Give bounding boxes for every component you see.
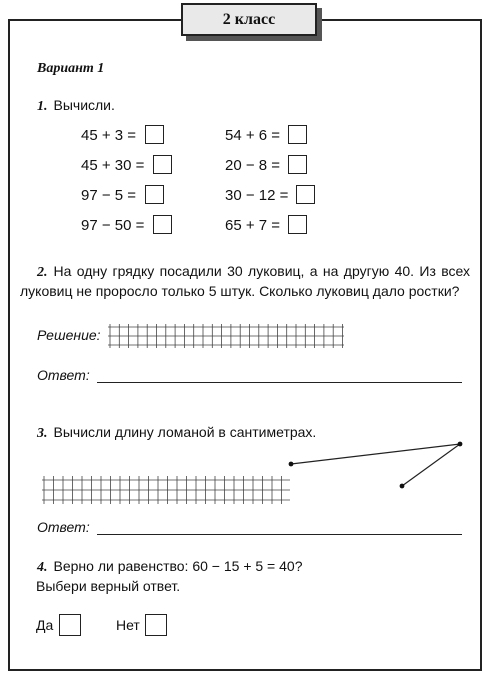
task1-answer-box-right-3[interactable] (296, 185, 315, 204)
task1-answer-box-left-2[interactable] (153, 155, 172, 174)
task3-answer-line[interactable] (97, 534, 462, 535)
task3-answer-label: Ответ: (37, 519, 90, 535)
task2-solution-label: Решение: (37, 327, 101, 343)
task4-no-label: Нет (116, 617, 140, 633)
task1-answer-box-left-3[interactable] (145, 185, 164, 204)
polyline-figure (290, 440, 465, 486)
task2-answer-line[interactable] (97, 382, 462, 383)
task2-solution-grid[interactable] (108, 324, 344, 348)
task1-heading (37, 97, 115, 115)
task1-answer-box-left-4[interactable] (153, 215, 172, 234)
task1-expr-left-3: 97 − 5 = (81, 187, 137, 204)
task1-expr-right-1: 54 + 6 = (225, 127, 281, 144)
polyline-vertex-start (289, 462, 294, 467)
task2-answer-label: Ответ: (37, 367, 90, 383)
task3-heading (37, 424, 316, 442)
task1-answer-box-right-1[interactable] (288, 125, 307, 144)
task1-prompt: Вычисли. (53, 97, 115, 113)
task2-paragraph (20, 262, 470, 301)
polyline-vertex-end (400, 484, 405, 489)
task2-number: 2. (37, 265, 48, 280)
task4-yes-label: Да (36, 617, 54, 633)
task1-answer-box-left-1[interactable] (145, 125, 164, 144)
task1-answer-box-right-2[interactable] (288, 155, 307, 174)
task1-expr-right-3: 30 − 12 = (225, 187, 289, 204)
task3-number: 3. (37, 426, 48, 441)
task4-no-checkbox[interactable] (145, 614, 167, 636)
task4-yes-checkbox[interactable] (59, 614, 81, 636)
task1-expr-right-4: 65 + 7 = (225, 217, 281, 234)
task3-solution-grid[interactable] (42, 476, 290, 504)
task1-expr-left-4: 97 − 50 = (81, 217, 145, 234)
task1-answer-box-right-4[interactable] (288, 215, 307, 234)
task2-text: На одну грядку посадили 30 луковиц, а на другую 40. Из всех луковиц не проросло только 5 штук. Сколько луковиц дало ростки? (20, 263, 470, 299)
task1-expr-left-1: 45 + 3 = (81, 127, 137, 144)
task1-expr-left-2: 45 + 30 = (81, 157, 145, 174)
task1-number: 1. (37, 99, 48, 114)
task1-expr-right-2: 20 − 8 = (225, 157, 281, 174)
grade-header: 2 класс (181, 3, 317, 36)
polyline-vertex-middle (458, 442, 463, 447)
variant-title: Вариант 1 (37, 61, 105, 76)
task4-heading (37, 558, 302, 576)
task3-text: Вычисли длину ломаной в сантиметрах. (53, 424, 317, 440)
task4-text: Верно ли равенство: 60 − 15 + 5 = 40? (53, 558, 303, 574)
task4-number: 4. (37, 560, 48, 575)
task4-subtext: Выбери верный ответ. (36, 578, 181, 594)
